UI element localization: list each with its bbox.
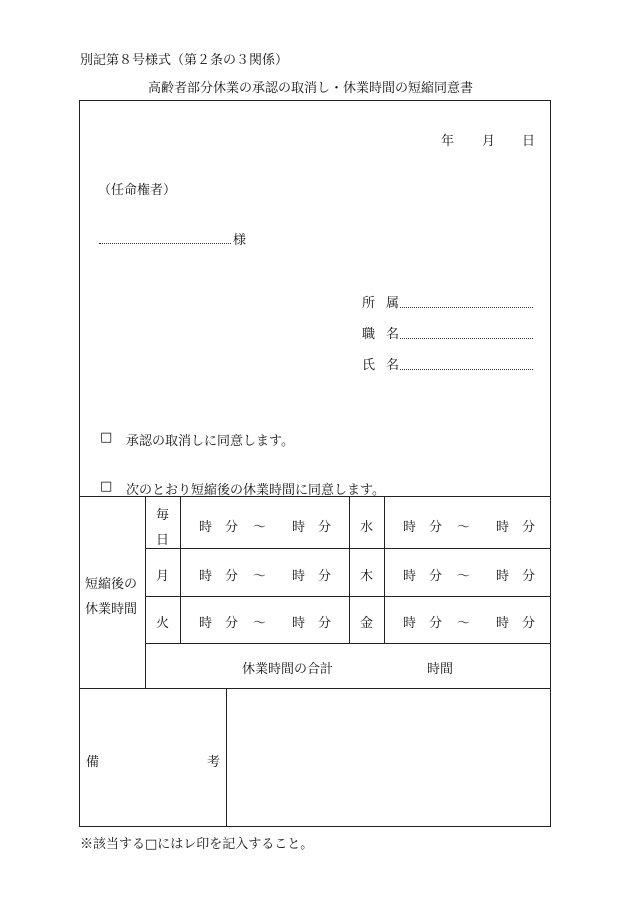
schedule-day-divider-3 bbox=[384, 496, 385, 643]
daily-tilde: ～ bbox=[253, 520, 267, 535]
tue-end-minute: 分 bbox=[318, 616, 332, 631]
day-tue: 火 bbox=[155, 616, 169, 631]
wed-start-minute: 分 bbox=[429, 520, 443, 535]
day-thu: 木 bbox=[359, 569, 373, 584]
daily-start-hour: 時 bbox=[199, 520, 213, 535]
remarks-field[interactable] bbox=[230, 693, 544, 821]
tue-end-hour: 時 bbox=[292, 616, 306, 631]
schedule-row-label-1: 短縮後の bbox=[85, 577, 138, 592]
date-day: 日 bbox=[522, 134, 536, 149]
mon-start-minute: 分 bbox=[225, 569, 239, 584]
remarks-label-1: 備 bbox=[86, 755, 100, 770]
fri-end-minute: 分 bbox=[522, 616, 536, 631]
schedule-bottom-line bbox=[80, 688, 550, 689]
day-daily-1: 毎 bbox=[155, 508, 169, 523]
affiliation-label-1: 所 bbox=[362, 296, 376, 311]
fri-end-hour: 時 bbox=[496, 616, 510, 631]
day-daily-2: 日 bbox=[155, 533, 169, 548]
tue-start-minute: 分 bbox=[225, 616, 239, 631]
tue-tilde: ～ bbox=[253, 616, 267, 631]
schedule-label-divider bbox=[145, 496, 146, 688]
affiliation-field[interactable] bbox=[400, 307, 533, 308]
form-title: 高齢者部分休業の承認の取消し・休業時間の短縮同意書 bbox=[148, 81, 474, 96]
position-label-1: 職 bbox=[362, 327, 376, 342]
daily-start-minute: 分 bbox=[225, 520, 239, 535]
thu-tilde: ～ bbox=[457, 569, 471, 584]
shorten-consent-text: 次のとおり短縮後の休業時間に同意します。 bbox=[126, 483, 385, 498]
fri-start-minute: 分 bbox=[429, 616, 443, 631]
total-label: 休業時間の合計 bbox=[242, 662, 334, 677]
position-label-2: 名 bbox=[386, 327, 400, 342]
checkbox-shorten[interactable]: □ bbox=[100, 479, 113, 494]
cancel-consent-text: 承認の取消しに同意します。 bbox=[126, 434, 294, 449]
day-mon: 月 bbox=[155, 569, 169, 584]
mon-end-minute: 分 bbox=[318, 569, 332, 584]
name-field[interactable] bbox=[400, 369, 533, 370]
mon-end-hour: 時 bbox=[292, 569, 306, 584]
remarks-divider bbox=[226, 688, 227, 826]
wed-tilde: ～ bbox=[457, 520, 471, 535]
day-fri: 金 bbox=[359, 616, 373, 631]
tue-start-hour: 時 bbox=[199, 616, 213, 631]
appointer-label: （任命権者） bbox=[98, 183, 177, 198]
daily-end-hour: 時 bbox=[292, 520, 306, 535]
total-unit: 時間 bbox=[427, 662, 454, 677]
schedule-top-line bbox=[80, 496, 550, 497]
schedule-row-line-1 bbox=[145, 548, 550, 549]
fri-tilde: ～ bbox=[457, 616, 471, 631]
schedule-row-line-3 bbox=[145, 643, 550, 644]
thu-start-hour: 時 bbox=[403, 569, 417, 584]
name-label-1: 氏 bbox=[362, 358, 376, 373]
form-number: 別記第８号様式（第２条の３関係） bbox=[80, 53, 289, 68]
remarks-label-2: 考 bbox=[207, 755, 221, 770]
thu-end-hour: 時 bbox=[496, 569, 510, 584]
mon-start-hour: 時 bbox=[199, 569, 213, 584]
fri-start-hour: 時 bbox=[403, 616, 417, 631]
thu-start-minute: 分 bbox=[429, 569, 443, 584]
daily-end-minute: 分 bbox=[318, 520, 332, 535]
position-field[interactable] bbox=[400, 338, 533, 339]
schedule-day-divider-1 bbox=[180, 496, 181, 643]
wed-start-hour: 時 bbox=[403, 520, 417, 535]
schedule-row-line-2 bbox=[145, 596, 550, 597]
honorific-label: 様 bbox=[233, 233, 247, 248]
form-frame bbox=[79, 100, 551, 827]
wed-end-minute: 分 bbox=[522, 520, 536, 535]
date-year: 年 bbox=[441, 134, 455, 149]
day-wed: 水 bbox=[359, 520, 373, 535]
thu-end-minute: 分 bbox=[522, 569, 536, 584]
mon-tilde: ～ bbox=[253, 569, 267, 584]
checkbox-cancel[interactable]: □ bbox=[100, 430, 113, 445]
schedule-row-label-2: 休業時間 bbox=[85, 602, 138, 617]
date-month: 月 bbox=[482, 134, 496, 149]
affiliation-label-2: 属 bbox=[386, 296, 400, 311]
name-label-2: 名 bbox=[386, 358, 400, 373]
footnote: ※該当する□にはレ印を記入すること。 bbox=[80, 837, 314, 852]
wed-end-hour: 時 bbox=[496, 520, 510, 535]
addressee-field[interactable] bbox=[99, 243, 231, 244]
